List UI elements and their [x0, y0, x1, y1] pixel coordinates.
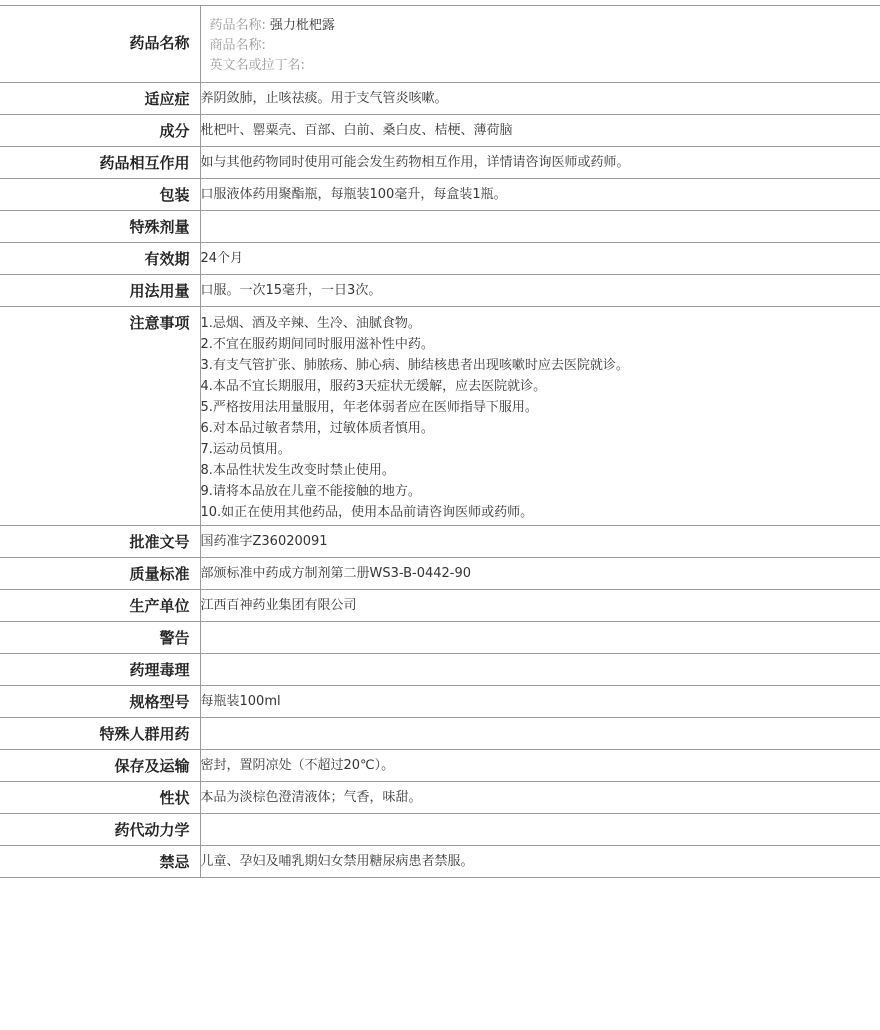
english-name-line	[210, 56, 880, 76]
generic-name-line	[210, 16, 880, 36]
precaution-item: 2.不宜在服药期间同时服用滋补性中药。	[200, 337, 434, 352]
row-label: 保存及运输	[114, 757, 190, 775]
row-label: 批准文号	[129, 533, 190, 551]
row-value: 国药准字Z36020091	[200, 534, 328, 549]
spec-row-quality-standard	[0, 558, 880, 590]
precaution-item: 9.请将本品放在儿童不能接触的地方。	[200, 484, 421, 499]
spec-row-special-dosage	[0, 211, 880, 243]
row-value: 儿童、孕妇及哺乳期妇女禁用糖尿病患者禁服。	[200, 854, 474, 869]
row-label: 成分	[159, 122, 190, 140]
row-value: 口服液体药用聚酯瓶，每瓶装100毫升，每盒装1瓶。	[200, 187, 507, 202]
precaution-item: 1.忌烟、酒及辛辣、生冷、油腻食物。	[200, 316, 421, 331]
spec-row-approval-number	[0, 526, 880, 558]
row-label: 包装	[159, 186, 190, 204]
row-label: 规格型号	[129, 693, 190, 711]
row-label-name: 药品名称	[129, 34, 190, 52]
spec-row-interactions	[0, 147, 880, 179]
row-label: 性状	[159, 789, 190, 807]
row-value: 如与其他药物同时使用可能会发生药物相互作用，详情请咨询医师或药师。	[200, 155, 630, 170]
spec-row-toxicology	[0, 654, 880, 686]
spec-row-usage	[0, 275, 880, 307]
precaution-item: 5.严格按用法用量服用，年老体弱者应在医师指导下服用。	[200, 400, 538, 415]
row-value: 密封，置阴凉处（不超过20℃）。	[200, 758, 395, 773]
spec-row-storage	[0, 750, 880, 782]
spec-row-precautions	[0, 307, 880, 526]
trade-name-key: 商品名称:	[209, 38, 266, 53]
precaution-item: 7.运动员慎用。	[200, 442, 291, 457]
row-label: 禁忌	[159, 853, 190, 871]
precaution-item: 10.如正在使用其他药品，使用本品前请咨询医师或药师。	[200, 505, 534, 520]
spec-row-indications	[0, 83, 880, 115]
spec-row-properties	[0, 782, 880, 814]
row-value: 部颁标准中药成方制剂第二册WS3-B-0442-90	[200, 566, 472, 581]
row-label: 用法用量	[129, 282, 190, 300]
generic-name-value: 强力枇杷露	[269, 18, 335, 33]
precaution-item: 3.有支气管扩张、肺脓疡、肺心病、肺结核患者出现咳嗽时应去医院就诊。	[200, 358, 629, 373]
spec-row-name	[0, 6, 880, 83]
spec-row-ingredients	[0, 115, 880, 147]
precaution-item: 8.本品性状发生改变时禁止使用。	[200, 463, 395, 478]
row-label: 药品相互作用	[99, 154, 190, 172]
row-value: 每瓶装100ml	[200, 694, 281, 709]
spec-row-pharmacokinetics	[0, 814, 880, 846]
row-label: 警告	[159, 629, 190, 647]
row-value	[201, 814, 880, 822]
spec-row-packaging	[0, 179, 880, 211]
precaution-list	[201, 307, 880, 523]
row-label: 药理毒理	[129, 661, 190, 679]
row-value	[201, 622, 880, 630]
row-value: 口服。一次15毫升，一日3次。	[200, 283, 382, 298]
row-value: 枇杷叶、罂粟壳、百部、白前、桑白皮、桔梗、薄荷脑	[200, 123, 513, 138]
row-label: 质量标准	[129, 565, 190, 583]
precaution-item: 4.本品不宜长期服用，服药3天症状无缓解，应去医院就诊。	[200, 379, 547, 394]
row-value: 江西百神药业集团有限公司	[200, 598, 357, 613]
row-value: 养阴敛肺，止咳祛痰。用于支气管炎咳嗽。	[200, 91, 448, 106]
generic-name-key: 药品名称:	[209, 18, 266, 33]
spec-row-contraindications	[0, 846, 880, 878]
row-label: 特殊剂量	[129, 218, 190, 236]
english-name-key: 英文名或拉丁名:	[209, 58, 305, 73]
spec-row-warning	[0, 622, 880, 654]
precaution-item: 6.对本品过敏者禁用，过敏体质者慎用。	[200, 421, 434, 436]
row-label: 适应症	[144, 90, 190, 108]
row-value	[201, 654, 880, 662]
row-label: 药代动力学	[114, 821, 190, 839]
row-value: 24个月	[200, 251, 244, 266]
drug-spec-table	[0, 5, 880, 878]
spec-row-manufacturer	[0, 590, 880, 622]
spec-row-special-population	[0, 718, 880, 750]
row-label: 特殊人群用药	[99, 725, 190, 743]
row-label: 生产单位	[129, 597, 190, 615]
row-label: 有效期	[144, 250, 190, 268]
name-block	[201, 6, 880, 76]
row-value	[201, 211, 880, 219]
spec-row-shelf-life	[0, 243, 880, 275]
row-value: 本品为淡棕色澄清液体；气香，味甜。	[200, 790, 422, 805]
trade-name-line	[210, 36, 880, 56]
row-value	[201, 718, 880, 726]
spec-row-specification	[0, 686, 880, 718]
row-label: 注意事项	[129, 314, 190, 332]
